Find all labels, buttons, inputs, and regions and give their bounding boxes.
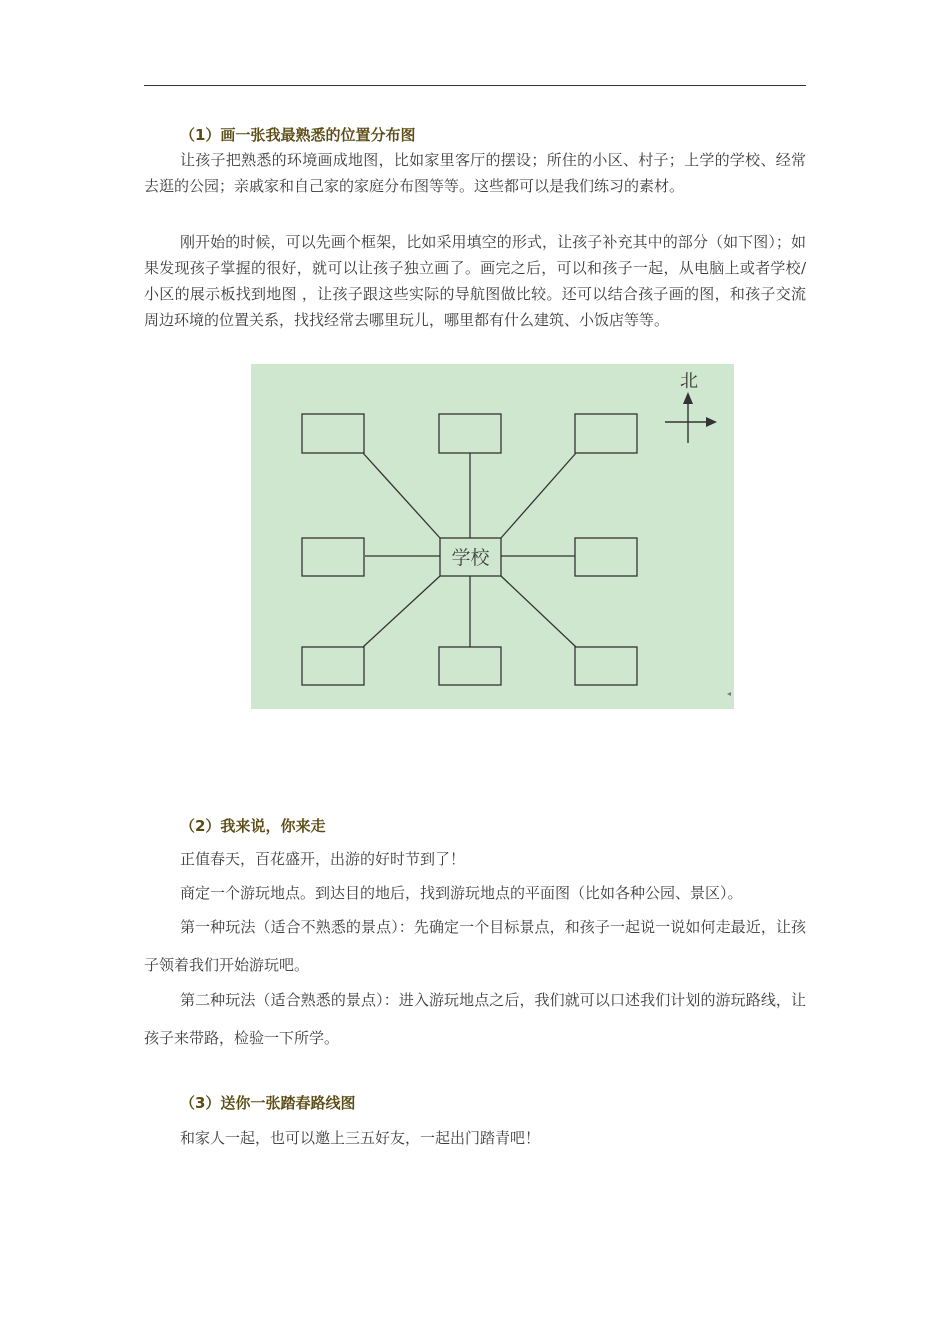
section1-para2: 刚开始的时候，可以先画个框架，比如采用填空的形式，让孩子补充其中的部分（如下图）；如果发现孩子掌握的很好，就可以让孩子独立画了。画完之后，可以和孩子一起，从电脑上或者学校/小区的展示板找到地图 ，让孩子跟这些实际的导航图做比较。还可以结合孩子画的图，和孩子交流周边环境的位置关系，找找经常去哪里玩儿，哪里都有什么建筑、小饭店等等。	[144, 233, 806, 329]
north-label: 北	[680, 371, 698, 392]
section2-para4: 第二种玩法（适合熟悉的景点）：进入游玩地点之后，我们就可以口述我们计划的游玩路线，让孩子来带路，检验一下所学。	[144, 991, 806, 1047]
center-label: 学校	[451, 547, 490, 569]
diagram-background	[251, 364, 734, 709]
diagram-svg	[251, 364, 734, 709]
section2-para1: 正值春天，百花盛开，出游的好时节到了！	[180, 850, 466, 868]
section2-para2: 商定一个游玩地点。到达目的地后，找到游玩地点的平面图（比如各种公园、景区）。	[180, 884, 743, 902]
section3-heading: （3）送你一张踏春路线图	[180, 1094, 356, 1112]
header-rule	[144, 85, 806, 86]
section3-para1: 和家人一起，也可以邀上三五好友，一起出门踏青吧！	[180, 1129, 541, 1147]
section1-heading: （1）画一张我最熟悉的位置分布图	[180, 126, 416, 144]
location-diagram	[251, 364, 734, 709]
section2-para3: 第一种玩法（适合不熟悉的景点）：先确定一个目标景点，和孩子一起说一说如何走最近，让孩子领着我们开始游玩吧。	[144, 918, 806, 974]
section1-para1: 让孩子把熟悉的环境画成地图，比如家里客厅的摆设；所住的小区、村子；上学的学校、经常去逛的公园；亲戚家和自己家的家庭分布图等等。这些都可以是我们练习的素材。	[144, 151, 806, 195]
section2-heading: （2）我来说，你来走	[180, 817, 326, 835]
